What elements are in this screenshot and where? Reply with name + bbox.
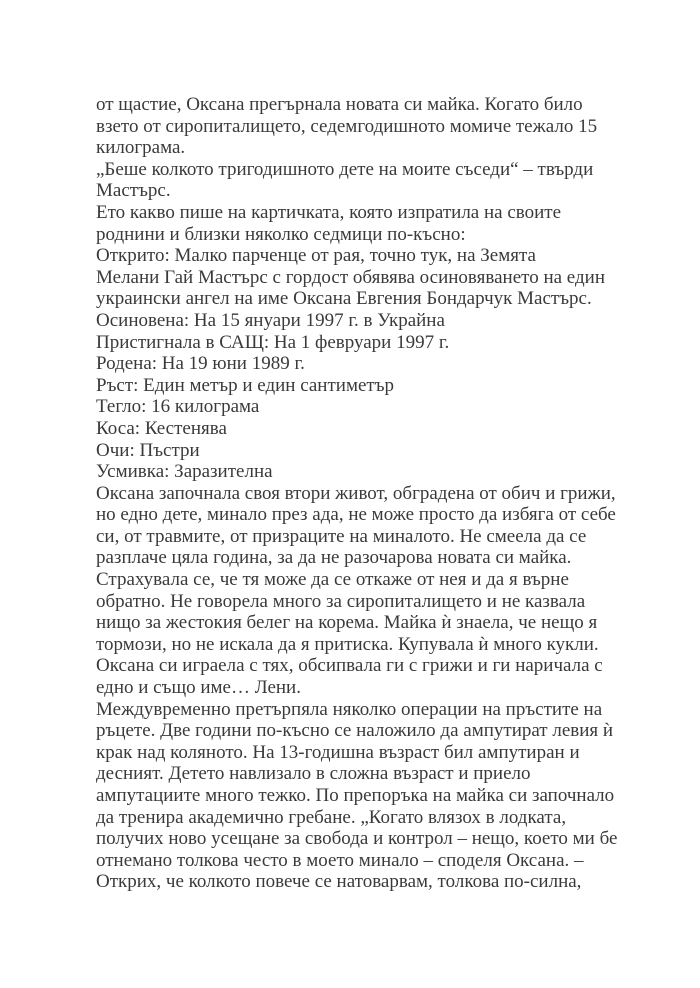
text-line: Открито: Малко парченце от рая, точно тук, на Земята: [96, 245, 536, 267]
text-line: килограма.: [96, 137, 186, 159]
text-line: тормози, но не искала да я притиска. Купувала ѝ много кукли.: [96, 633, 599, 655]
text-line: десният. Детето навлизало в сложна възраст и приело: [96, 763, 531, 785]
text-line: получих ново усещане за свобода и контрол – нещо, което ми бе: [96, 828, 618, 850]
text-line: Очи: Пъстри: [96, 439, 200, 461]
text-line: Коса: Кестенява: [96, 417, 227, 439]
text-line: Оксана си играела с тях, обсипвала ги с грижи и ги наричала с: [96, 655, 603, 677]
text-line: нищо за жестокия белег на корема. Майка ѝ знаела, че нещо я: [96, 612, 598, 634]
text-line: обратно. Не говорела много за сиропиталището и не казвала: [96, 590, 586, 612]
text-line: Ето какво пише на картичката, която изпратила на своите: [96, 201, 562, 223]
text-line: Усмивка: Заразителна: [96, 461, 273, 483]
text-line: взето от сиропиталището, седемгодишното момиче тежало 15: [96, 115, 598, 137]
text-line: да тренира академично гребане. „Когато влязох в лодката,: [96, 806, 567, 828]
text-line: Пристигнала в САЩ: На 1 февруари 1997 г.: [96, 331, 450, 353]
body-text: [96, 94, 656, 893]
text-line: ампутациите много тежко. По препоръка на майка си започнало: [96, 785, 615, 806]
text-line: но едно дете, минало през ада, не може просто да избяга от себе: [96, 504, 616, 526]
text-line: Тегло: 16 килограма: [96, 396, 260, 418]
text-line: Междувременно претърпяла няколко операции на пръстите на: [96, 698, 603, 720]
text-line: „Беше колкото тригодишното дете на моите съседи“ – твърди: [96, 158, 594, 180]
text-line: отнемано толкова често в моето минало – споделя Оксана. –: [96, 849, 584, 871]
text-line: Открих, че колкото повече се натоварвам, толкова по-силна,: [96, 871, 582, 893]
text-line: Ръст: Един метър и един сантиметър: [96, 374, 395, 396]
text-line: крак над коляното. На 13-годишна възраст бил ампутиран и: [96, 741, 580, 763]
text-line: Родена: На 19 юни 1989 г.: [96, 353, 305, 375]
text-line: украински ангел на име Оксана Евгения Бондарчук Мастърс.: [96, 288, 592, 310]
text-line: от щастие, Оксана прегърнала новата си майка. Когато било: [96, 94, 583, 115]
text-line: Мелани Гай Мастърс с гордост обявява осиновяването на един: [96, 266, 605, 288]
text-line: едно и също име… Лени.: [96, 677, 301, 699]
text-line: роднини и близки няколко седмици по-късно:: [96, 223, 466, 245]
text-line: Страхувала се, че тя може да се откаже от нея и да я върне: [96, 569, 569, 591]
text-line: разплаче цяла година, за да не разочарова новата си майка.: [96, 547, 572, 569]
text-line: Осиновена: На 15 януари 1997 г. в Украйна: [96, 309, 445, 331]
text-line: ръцете. Две години по-късно се наложило да ампутират левия ѝ: [96, 720, 614, 742]
text-line: си, от травмите, от призраците на миналото. Не смеела да се: [96, 525, 587, 547]
text-line: Оксана започнала своя втори живот, обградена от обич и грижи,: [96, 482, 616, 504]
text-line: Мастърс.: [96, 180, 171, 202]
